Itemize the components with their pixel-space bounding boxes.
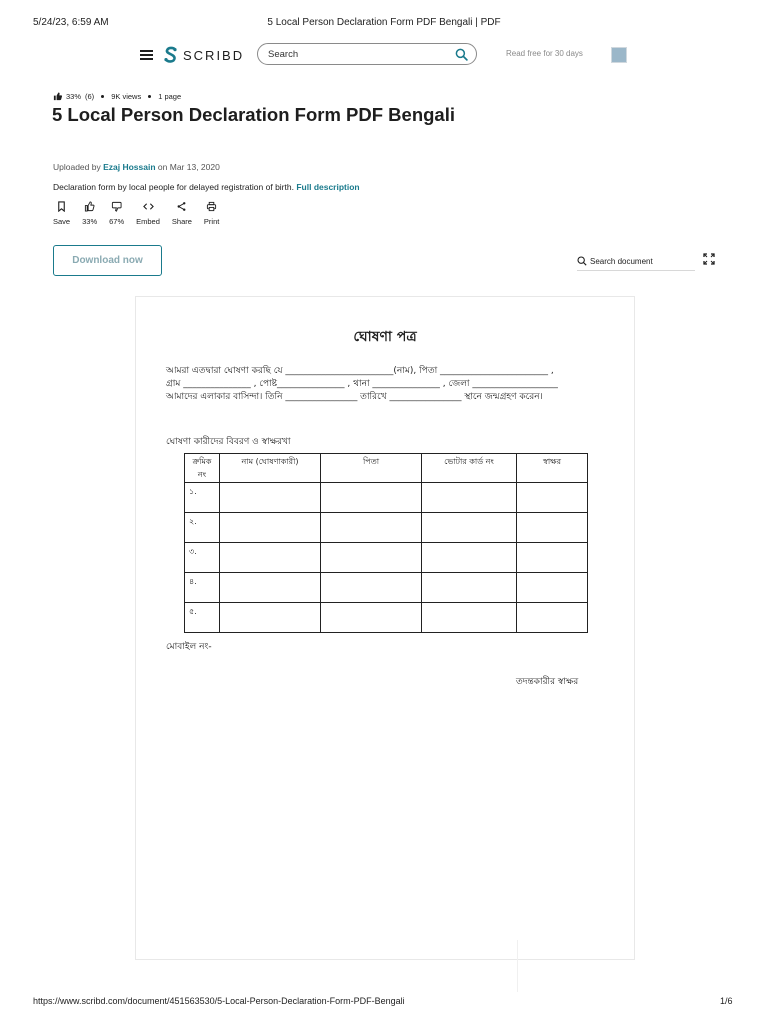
search-input[interactable] bbox=[268, 47, 448, 61]
document-description bbox=[53, 182, 360, 192]
full-description-link[interactable]: Full description bbox=[296, 182, 360, 192]
declarants-table bbox=[184, 453, 588, 633]
print-footer-url: https://www.scribd.com/document/451563530/5-Local-Person-Declaration-Form-PDF-Bengali bbox=[33, 996, 405, 1006]
view-count: 9K views bbox=[111, 92, 142, 101]
fullscreen-expand-icon[interactable] bbox=[703, 253, 715, 265]
investigator-signature: তদন্তকারীর স্বাক্ষর bbox=[516, 677, 579, 687]
page-count: 1 page bbox=[158, 92, 182, 101]
row-serial: ৪. bbox=[185, 573, 220, 603]
downvote-button[interactable]: 67% bbox=[109, 201, 124, 226]
row-serial: ১. bbox=[185, 483, 220, 513]
share-button[interactable]: Share bbox=[172, 201, 192, 226]
table-row bbox=[185, 603, 588, 633]
uploaded-by bbox=[53, 162, 220, 172]
row-serial: ২. bbox=[185, 513, 220, 543]
col-father: পিতা bbox=[321, 454, 422, 483]
table-row bbox=[185, 543, 588, 573]
doc-heading: ঘোষণা পত্র bbox=[353, 329, 417, 345]
search-icon bbox=[577, 256, 587, 266]
print-button[interactable]: Print bbox=[204, 201, 219, 226]
col-name: নাম (ঘোষণাকারী) bbox=[220, 454, 321, 483]
separator-dot bbox=[148, 95, 151, 98]
doc-line-1: আমরা এতদ্বারা ঘোষণা করছি যে ________________________(নাম), পিতা ________________________ , bbox=[166, 366, 554, 376]
hamburger-menu-icon[interactable] bbox=[140, 50, 153, 60]
save-button[interactable]: Save bbox=[53, 201, 70, 226]
print-page-title: 5 Local Person Declaration Form PDF Bengali | PDF bbox=[267, 17, 501, 28]
table-caption: ঘোষণা কারীদের বিবরণ ও স্বাক্ষরখা bbox=[166, 437, 291, 447]
rating-percent: 33% bbox=[66, 92, 82, 101]
download-now-button[interactable]: Download now bbox=[53, 245, 162, 276]
document-page bbox=[135, 296, 635, 960]
page-edge bbox=[517, 940, 636, 992]
code-icon bbox=[143, 201, 154, 212]
uploader-link[interactable]: Ezaj Hossain bbox=[103, 162, 156, 172]
table-row bbox=[185, 483, 588, 513]
description-text: Declaration form by local people for delayed registration of birth. bbox=[53, 182, 294, 192]
scribd-logo[interactable] bbox=[164, 45, 244, 65]
rating-count: (6) bbox=[85, 92, 95, 101]
search-icon[interactable] bbox=[455, 48, 468, 61]
thumbs-up-icon bbox=[84, 201, 95, 212]
scribd-s-icon bbox=[164, 46, 177, 64]
action-bar bbox=[53, 201, 231, 226]
document-search[interactable] bbox=[577, 252, 695, 271]
doc-line-3: আমাদের এলাকার বাসিন্দা। তিনি ________________ তারিখে ________________ স্থানে জন্মগ্রহণ করেন। bbox=[166, 392, 543, 402]
table-row bbox=[185, 513, 588, 543]
table-header-row bbox=[185, 454, 588, 483]
print-datetime: 5/24/23, 6:59 AM bbox=[33, 17, 109, 28]
user-avatar[interactable] bbox=[611, 47, 627, 63]
doc-stats bbox=[53, 92, 181, 101]
upvote-button[interactable]: 33% bbox=[82, 201, 97, 226]
print-footer-page: 1/6 bbox=[720, 996, 733, 1006]
separator-dot bbox=[101, 95, 104, 98]
row-serial: ৫. bbox=[185, 603, 220, 633]
search-document-input[interactable] bbox=[587, 257, 686, 266]
uploaded-by-prefix: Uploaded by bbox=[53, 162, 101, 172]
search-bar[interactable] bbox=[257, 43, 477, 65]
upload-date: on Mar 13, 2020 bbox=[157, 162, 220, 172]
mobile-number-label: মোবাইল নং- bbox=[166, 642, 212, 652]
row-serial: ৩. bbox=[185, 543, 220, 573]
table-row bbox=[185, 573, 588, 603]
bookmark-icon bbox=[56, 201, 67, 212]
doc-line-2: গ্রাম _______________ , পোষ্ট_______________ , থানা _______________ , জেলা ___________________ bbox=[166, 379, 558, 389]
logo-text: SCRIBD bbox=[183, 47, 245, 63]
thumbs-up-filled-icon bbox=[53, 92, 62, 101]
share-icon bbox=[176, 201, 187, 212]
document-title: 5 Local Person Declaration Form PDF Bengali bbox=[52, 104, 455, 125]
embed-button[interactable]: Embed bbox=[136, 201, 160, 226]
read-free-link[interactable]: Read free for 30 days bbox=[506, 49, 583, 58]
col-signature: স্বাক্ষর bbox=[517, 454, 588, 483]
col-voter-card: ভোটার কার্ড নং bbox=[422, 454, 517, 483]
col-serial: ক্রমিক নং bbox=[185, 454, 220, 483]
print-icon bbox=[206, 201, 217, 212]
thumbs-down-icon bbox=[111, 201, 122, 212]
